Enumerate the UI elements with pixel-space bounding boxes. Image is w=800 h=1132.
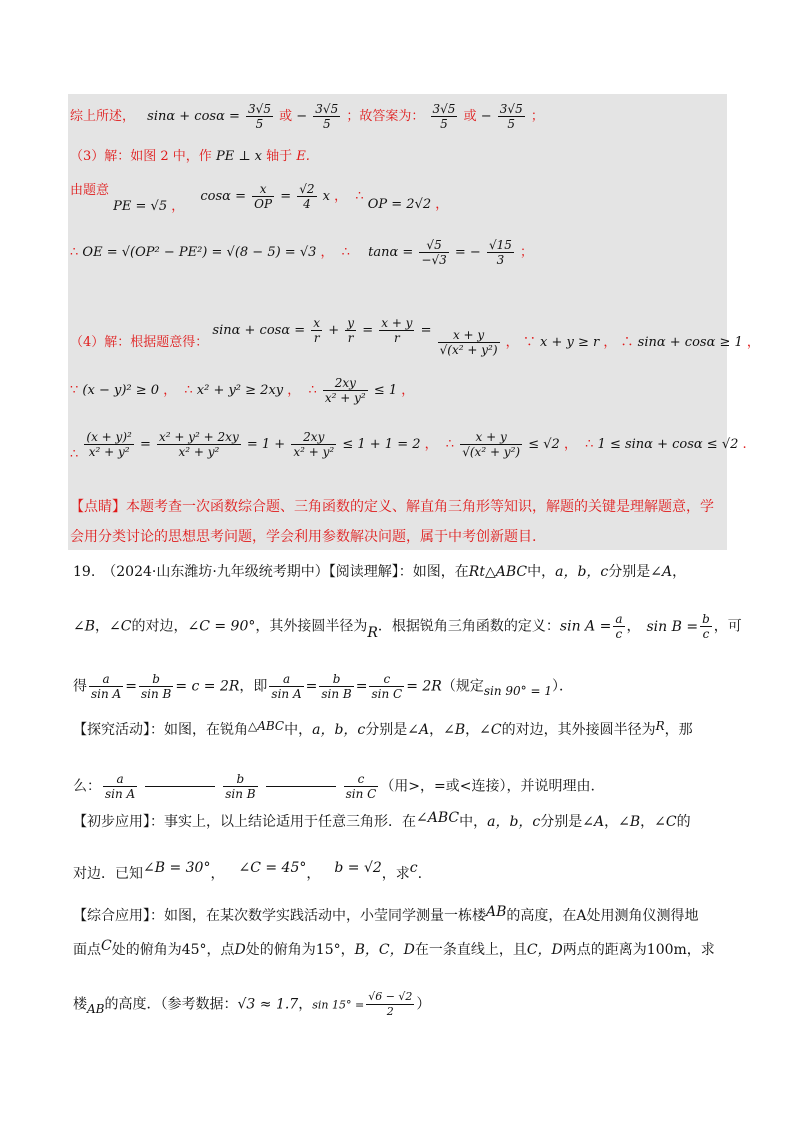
fraction: $\frac{√6 - √2}{2}$ — [368, 990, 413, 1018]
comment-line-2: 会用分类讨论的思想思考问题，学会利用参数解决问题，属于中考创新题目. — [70, 529, 537, 545]
fraction: $\frac{3√5}{5}$ — [248, 102, 271, 131]
blank-line[interactable] — [266, 786, 336, 787]
fraction: $\frac{√2}{4}$ — [299, 182, 315, 211]
problem-line-7: 对边．已知∠B = 30°， ∠C = 45°， b = √2，求c. — [73, 860, 423, 882]
solution-panel — [68, 94, 760, 550]
fraction: $\frac{a}{c}$ — [615, 612, 623, 641]
problem-line-8: 【综合应用】：如图，在某次数学实践活动中，小莹同学测量一栋楼AB的高度，在A处用测角仪测得地 — [73, 904, 699, 924]
problem-line-9: 面点C处的俯角为45°，点D处的俯角为15°，B，C，D在一条直线上，且C，D两点的距离为100m，求 — [73, 938, 715, 958]
fraction: $\frac{3√5}{5}$ — [315, 102, 339, 131]
fraction: $\frac{a}{\text{sin A}}$ — [105, 772, 136, 801]
fraction: $\frac{a}{\text{sin A}}$ — [271, 672, 302, 701]
problem-line-4: 【探究活动】：如图，在锐角△ABC中，a，b，c分别是∠A，∠B，∠C的对边，其外接圆半径为R，那 — [73, 719, 693, 738]
fraction: $\frac{3√5}{5}$ — [432, 102, 456, 131]
part4-label: （4）解：根据题意得： — [70, 335, 209, 350]
fraction: $\frac{b}{\text{sin B}}$ — [140, 672, 172, 701]
problem-line-10: 楼AB的高度．（参考数据：√3 ≈ 1.7，sin 15° = $\frac{√6 - √2}{2}$ ） — [73, 990, 431, 1018]
problem-line-6: 【初步应用】：事实上，以上结论适用于任意三角形．在∠ABC中，a，b，c分别是∠A，∠B，∠C的 — [73, 810, 691, 830]
fraction: $\frac{x + y}{\text{√(x² + y²)}}$ — [439, 328, 498, 357]
solution-line-6: ∵ (x − y)² ≥ 0 ， ∴ x² + y² ≥ 2xy ， ∴ $\frac{2xy}{\text{x² + y²}}$ ≤ 1 ， — [70, 376, 415, 405]
fraction: $\frac{x + y}{\text{√(x² + y²)}}$ — [462, 430, 521, 459]
fraction: $\frac{√5}{-√3}$ — [421, 238, 447, 267]
fraction: $\frac{\text{x² + y² + 2xy}}{\text{x² + y²}}$ — [159, 430, 239, 459]
problem-line-2: ∠B，∠C的对边，∠C = 90°，其外接圆半径为R．根据锐角三角函数的定义：sin A = $\frac{a}{c}$ ， sin B = $\frac{b}{c}$ ，可 — [73, 612, 742, 641]
fraction: $\frac{x}{r}$ — [313, 316, 321, 345]
problem-line-1: 19. （2024·山东潍坊·九年级统考期中）【阅读理解】：如图，在Rt△ABC中，a，b，c分别是∠A， — [73, 564, 687, 580]
comment-line-1: 【点睛】本题考查一次函数综合题、三角函数的定义、解直角三角形等知识，解题的关键是理解题意，学 — [70, 499, 714, 515]
fraction: $\frac{\text{(x + y)²}}{\text{x² + y²}}$ — [86, 430, 132, 459]
fraction: $\frac{y}{r}$ — [347, 316, 355, 345]
fraction: $\frac{b}{\text{sin B}}$ — [225, 772, 256, 801]
fraction: $\frac{x + y}{r}$ — [381, 316, 413, 345]
part3-label: （3）解：如图 2 中，作 — [70, 149, 212, 164]
fraction: $\frac{3√5}{5}$ — [499, 102, 523, 131]
fraction: $\frac{b}{\text{sin B}}$ — [321, 672, 352, 701]
fraction: $\frac{2xy}{\text{x² + y²}}$ — [324, 376, 366, 405]
solution-line-1: 综上所述， sinα + cosα = $\frac{3√5}{5}$ 或 − $\frac{3√5}{5}$ ；故答案为： $\frac{3√5}{5}$ 或 − $\frac{3√5}{5}$ ； — [70, 102, 544, 131]
problem-line-3: 得 $\frac{a}{\text{sin A}}$ = $\frac{b}{\text{sin B}}$ = c = 2R，即 $\frac{a}{\text{sin A}}$ = $\frac{b}{\text{sin B}}$ = $\frac{c}{\text{sin C}}$ = 2R（规定sin 90° = 1）． — [73, 672, 573, 701]
solution-line-2: （3）解：如图 2 中，作 PE ⊥ x 轴于 E. — [70, 149, 310, 164]
fraction: $\frac{c}{\text{sin C}}$ — [371, 672, 403, 701]
fraction: $\frac{c}{\text{sin C}}$ — [345, 772, 377, 801]
blank-line[interactable] — [145, 786, 215, 787]
fraction: $\frac{a}{\text{sin A}}$ — [91, 672, 122, 701]
fraction: $\frac{√15}{3}$ — [488, 238, 512, 267]
summary-label: 综上所述， — [70, 109, 136, 124]
solution-line-3: 由题意 PE = √5 ， cosα = $\frac{x}{OP}$ = $\frac{√2}{4}$ x ， ∴ OP = 2√2 ， — [70, 182, 449, 214]
solution-line-7: ∴ $\frac{\text{(x + y)²}}{\text{x² + y²}}$ = $\frac{\text{x² + y² + 2xy}}{\text{x² + y²}}$ = 1 + $\frac{2xy}{\text{x² + y²}}$ ≤ 1 + 1 = 2 ， ∴ $\frac{x + y}{\text{√(x² + y²)}}$ ≤ √2 ， ∴ 1 ≤ sinα + cosα ≤ √2 . — [70, 430, 747, 462]
solution-line-5: （4）解：根据题意得： sinα + cosα = $\frac{x}{r}$ + $\frac{y}{r}$ = $\frac{x + y}{r}$ = $\frac{x + y}{\text{√(x² + y²)}}$ ， ∵ x + y ≥ r ， ∴ sinα + cosα ≥ 1 ， — [70, 316, 760, 357]
sum-expression: sinα + cosα = — [147, 109, 240, 124]
fraction: $\frac{b}{c}$ — [702, 612, 710, 641]
fraction: $\frac{x}{OP}$ — [254, 182, 273, 211]
problem-line-5: 么： $\frac{a}{\text{sin A}}$ $\frac{b}{\text{sin B}}$ $\frac{c}{\text{sin C}}$ （用>，=或<连接），并说明理由. — [73, 772, 595, 801]
fraction: $\frac{2xy}{\text{x² + y²}}$ — [293, 430, 335, 459]
solution-line-4: ∴ OE = √(OP² − PE²) = √(8 − 5) = √3 ， ∴ tanα = $\frac{√5}{-√3}$ = − $\frac{√15}{3}$ ； — [70, 238, 534, 267]
